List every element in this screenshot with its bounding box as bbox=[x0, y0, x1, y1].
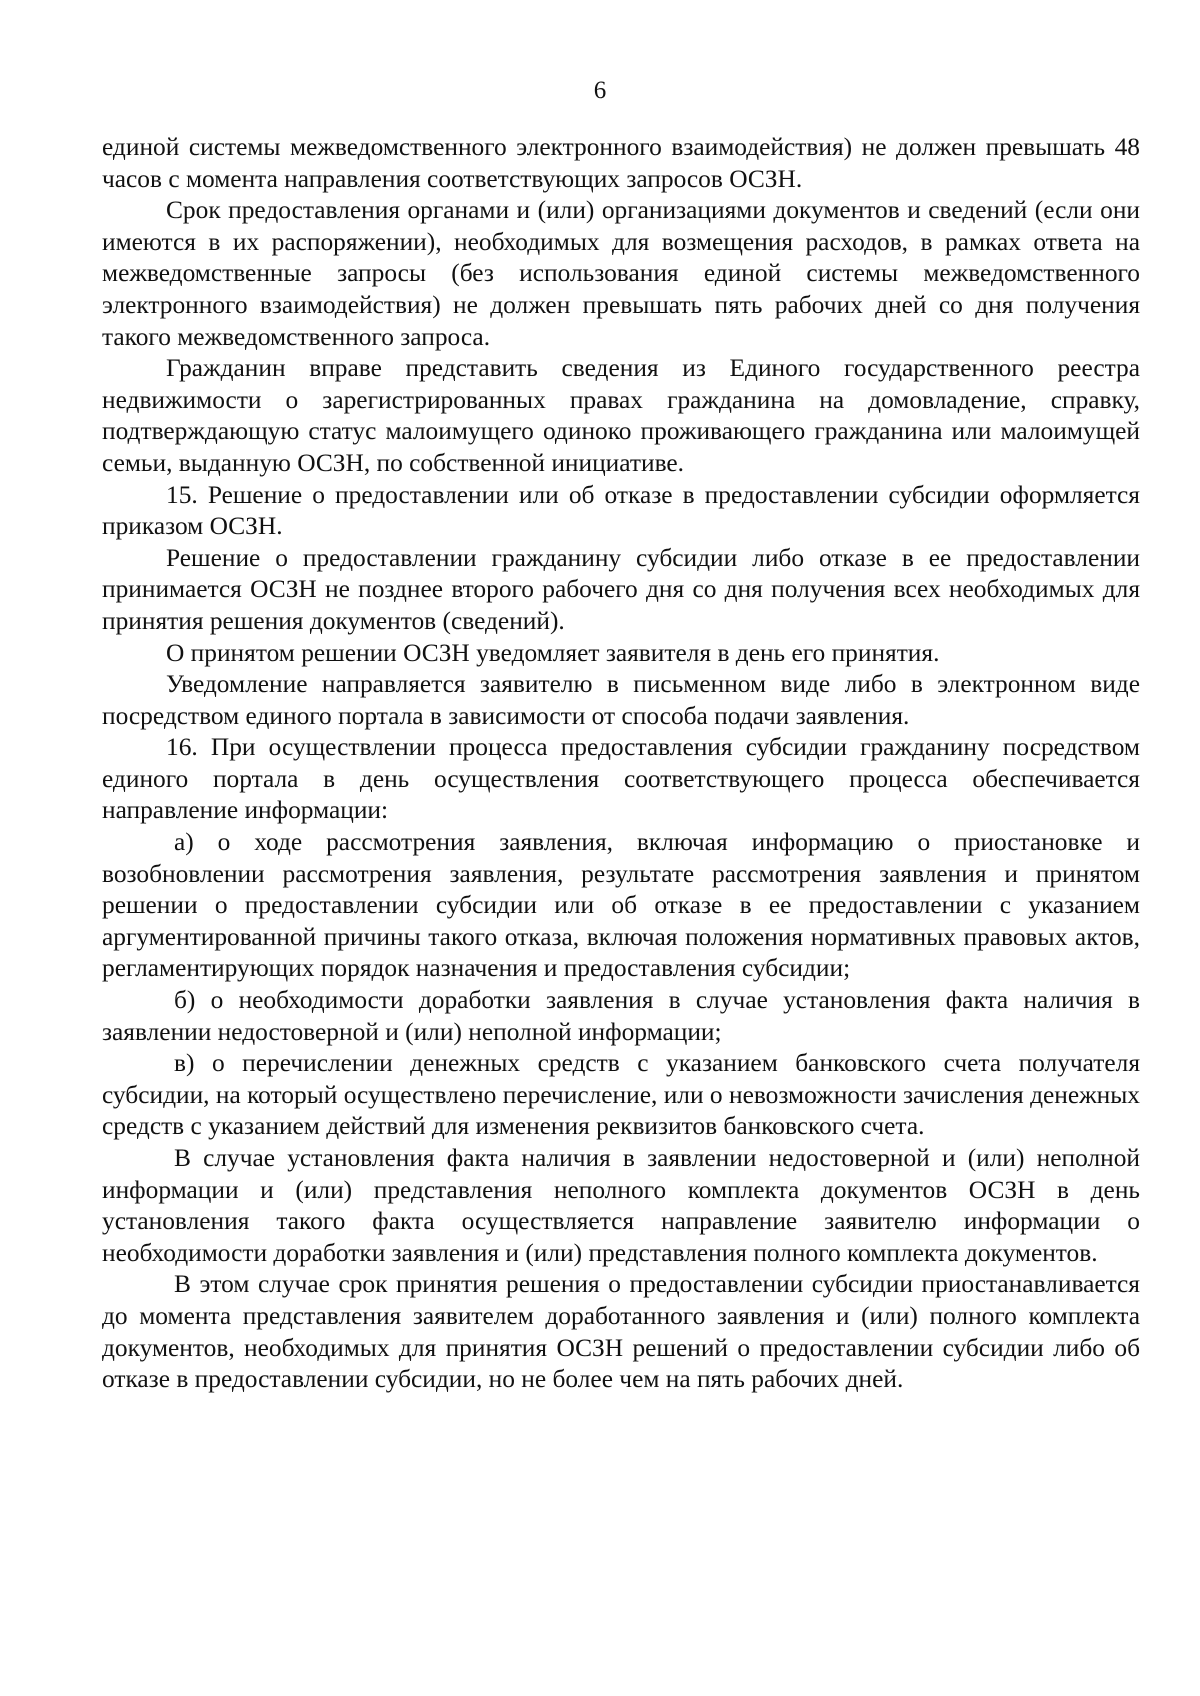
paragraph-citizen-right: Гражданин вправе представить сведения из Единого государственного реестра недвижимости о зарегистрированных правах гражданина на домовладение, справку, подтверждающую статус малоимущего одиноко проживающего гражданина или малоимущей семьи, выданную ОСЗН, по собственной инициативе. bbox=[102, 354, 1140, 477]
paragraph-continuation: единой системы межведомственного электронного взаимодействия) не должен превышать 48 часов с момента направления соответствующих запросов ОСЗН. bbox=[102, 133, 1140, 193]
paragraph-notification-method: Уведомление направляется заявителю в письменном виде либо в электронном виде посредством единого портала в зависимости от способа подачи заявления. bbox=[102, 670, 1140, 730]
paragraph-item-16: 16. При осуществлении процесса предоставления субсидии гражданину посредством единого портала в день осуществления соответствующего процесса обеспечивается направление информации: bbox=[102, 733, 1140, 825]
list-item-a: а) о ходе рассмотрения заявления, включая информацию о приостановке и возобновлении рассмотрения заявления, результате рассмотрения заявления и принятом решении о предоставлении субсидии или об отказе в ее предоставлении с указанием аргументированной причины такого отказа, включая положения нормативных правовых актов, регламентирующих порядок назначения и предоставления субсидии; bbox=[102, 828, 1140, 983]
document-body bbox=[102, 132, 1140, 1396]
list-item-v: в) о перечислении денежных средств с указанием банковского счета получателя субсидии, на который осуществлено перечисление, или о невозможности зачисления денежных средств с указанием действий для изменения реквизитов банковского счета. bbox=[102, 1049, 1140, 1141]
list-item-b: б) о необходимости доработки заявления в случае установления факта наличия в заявлении недостоверной и (или) неполной информации; bbox=[102, 986, 1140, 1046]
paragraph-decision-deadline: Решение о предоставлении гражданину субсидии либо отказе в ее предоставлении принимается ОСЗН не позднее второго рабочего дня со дня получения всех необходимых для принятия решения документов (сведений). bbox=[102, 543, 1140, 635]
paragraph-incomplete-info: В случае установления факта наличия в заявлении недостоверной и (или) неполной информации и (или) представления неполного комплекта документов ОСЗН в день установления такого факта осуществляется направление заявителю информации о необходимости доработки заявления и (или) представления полного комплекта документов. bbox=[102, 1144, 1140, 1267]
paragraph-item-15: 15. Решение о предоставлении или об отказе в предоставлении субсидии оформляется приказом ОСЗН. bbox=[102, 480, 1140, 541]
paragraph-notification: О принятом решении ОСЗН уведомляет заявителя в день его принятия. bbox=[166, 638, 940, 667]
paragraph-document-deadline: Срок предоставления органами и (или) организациями документов и сведений (если они имеются в их распоряжении), необходимых для возмещения расходов, в рамках ответа на межведомственные запросы (без использования единой системы межведомственного электронного взаимодействия) не должен превышать пять рабочих дней со дня получения такого межведомственного запроса. bbox=[102, 196, 1140, 351]
paragraph-suspension: В этом случае срок принятия решения о предоставлении субсидии приостанавливается до момента представления заявителем доработанного заявления и (или) полного комплекта документов, необходимых для принятия ОСЗН решений о предоставлении субсидии либо об отказе в предоставлении субсидии, но не более чем на пять рабочих дней. bbox=[102, 1270, 1140, 1394]
page-number: 6 bbox=[593, 77, 607, 104]
